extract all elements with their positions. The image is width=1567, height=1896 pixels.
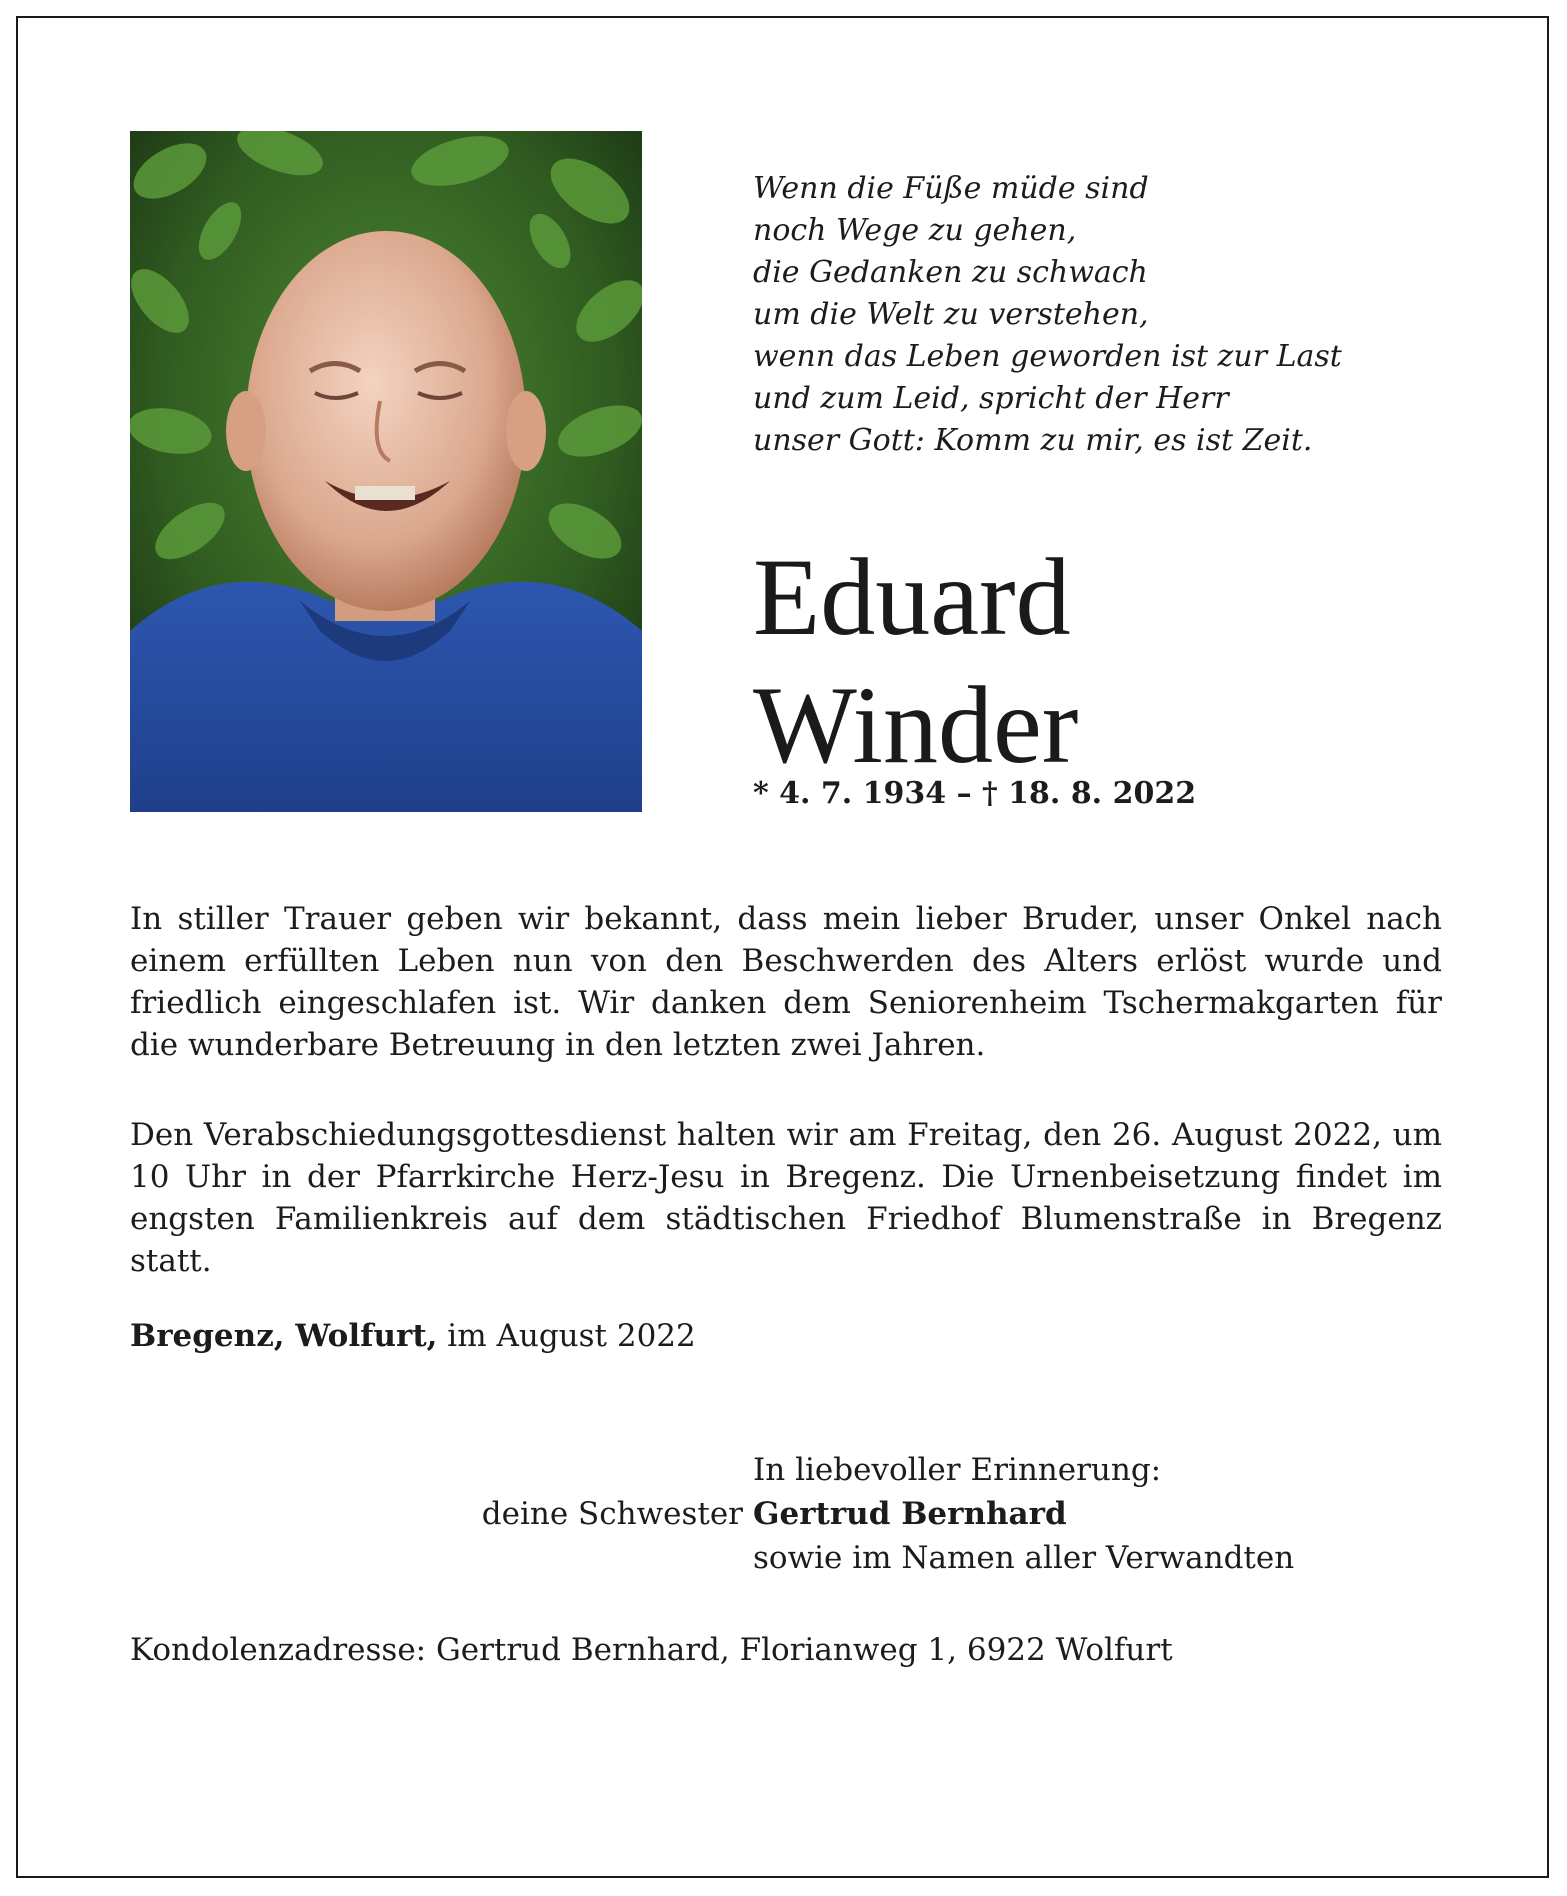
signature-block [753, 1448, 1294, 1580]
poem [753, 168, 1453, 462]
place-date: im August 2022 [437, 1318, 696, 1354]
condolence-address: Kondolenzadresse: Gertrud Bernhard, Florianweg 1, 6922 Wolfurt [130, 1632, 1173, 1668]
poem-line: wenn das Leben geworden ist zur Last [753, 339, 1342, 374]
portrait-image [130, 131, 642, 812]
place-locations: Bregenz, Wolfurt, [130, 1318, 438, 1354]
poem-line: noch Wege zu gehen, [753, 213, 1077, 248]
portrait-photo [130, 131, 642, 812]
poem-line: die Gedanken zu schwach [753, 255, 1148, 290]
announcement-paragraph: In stiller Trauer geben wir bekannt, dass mein lieber Bruder, unser Onkel nach einem erfüllten Leben nun von den Beschwerden des Alters erlöst wurde und friedlich eingeschlafen ist. Wir danken dem Seniorenheim Tschermakgarten für die wunderbare Betreuung in den letzten zwei Jahren. [130, 901, 1442, 1063]
service-paragraph: Den Verabschiedungsgottesdienst halten wir am Freitag, den 26. August 2022, um 10 Uhr in der Pfarrkirche Herz-Jesu in Bregenz. Die Urnenbeisetzung findet im engsten Familienkreis auf dem städtischen Friedhof Blumenstraße in Bregenz statt. [130, 1117, 1442, 1279]
poem-line: unser Gott: Komm zu mir, es ist Zeit. [753, 423, 1313, 458]
signer-name: Gertrud Bernhard [753, 1496, 1067, 1532]
obituary-notice [16, 16, 1549, 1878]
signature-extra: sowie im Namen aller Verwandten [753, 1540, 1295, 1576]
deceased-name [753, 533, 1078, 789]
poem-line: Wenn die Füße müde sind [753, 171, 1149, 206]
last-name: Winder [753, 664, 1079, 786]
signer-relation: deine Schwester [481, 1496, 743, 1532]
place-and-date [130, 1318, 696, 1354]
poem-line: um die Welt zu verstehen, [753, 297, 1149, 332]
signature-intro: In liebevoller Erinnerung: [753, 1452, 1162, 1488]
life-dates: * 4. 7. 1934 – † 18. 8. 2022 [753, 776, 1197, 811]
first-name: Eduard [753, 536, 1071, 658]
poem-line: und zum Leid, spricht der Herr [753, 381, 1229, 416]
